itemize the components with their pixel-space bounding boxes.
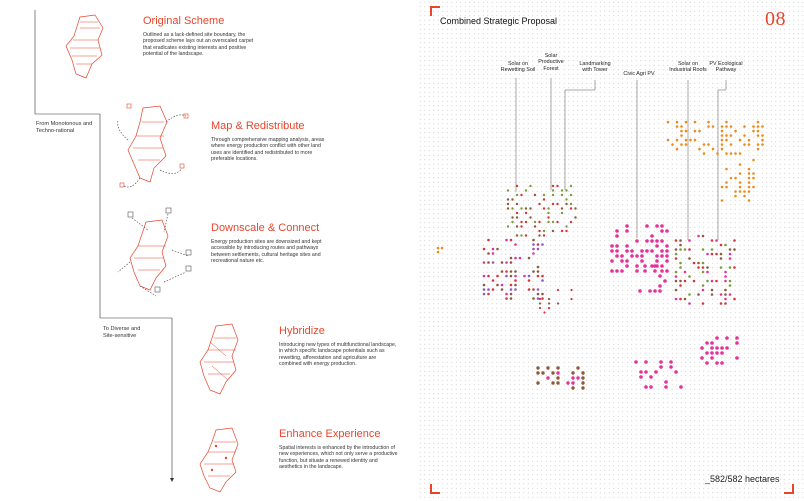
panel-number: 08 bbox=[765, 8, 786, 30]
step-desc-original-scheme: Outlined as a lack-defined site boundary, the proposed scheme lays out an overscaled carpet that eradicates existing interests and positive potential of the landscape. bbox=[143, 32, 254, 58]
callout-solar-rewetting: Solar on Rewetting Soil bbox=[500, 61, 536, 74]
cluster-forest-2 bbox=[539, 289, 573, 314]
side-label-monotonous: From Monotonous and Techno-rational bbox=[36, 121, 93, 134]
downscale-connect-map bbox=[118, 214, 188, 296]
cluster-pathway-2 bbox=[700, 336, 739, 365]
callout-civic-agri-pv: Civic Agri PV bbox=[623, 71, 655, 77]
callout-solar-forest: Solar Productive Forest bbox=[538, 53, 564, 72]
enhance-experience-map bbox=[200, 428, 238, 492]
step-title-hybridize: Hybridize bbox=[279, 325, 325, 337]
panel-title: Combined Strategic Proposal bbox=[440, 16, 558, 26]
step-desc-enhance-experience: Spatial interests is enhanced by the introduction of new experiences, which not only serve a productive function, but situate a renewed identity and aesthetics in the landscape. bbox=[279, 445, 398, 471]
map-redistribute-map bbox=[118, 106, 186, 187]
side-label-diverse: To Diverse and Site-sensitive bbox=[103, 326, 141, 339]
step-desc-hybridize: Introducing new types of multifunctional landscape, in which specific landscape potentials such as rewetting, afforestation and agriculture are combined with energy production. bbox=[279, 342, 397, 368]
cluster-industrial-2 bbox=[721, 159, 755, 202]
cluster-forest bbox=[507, 185, 577, 237]
hybridize-map bbox=[200, 324, 238, 394]
step-desc-map-redistribute: Through comprehensive mapping analysis, areas where energy production conflict with other land uses are identified and redistributed to more preferable locations. bbox=[211, 137, 325, 163]
step-title-enhance-experience: Enhance Experience bbox=[279, 428, 381, 440]
cluster-west bbox=[437, 247, 444, 254]
callout-landmarking-tower: Landmarking with Tower bbox=[579, 61, 611, 74]
step-desc-downscale-connect: Energy production sites are downsized and kept accessible by introducing routes and pathways between settlements, cultural heritage sites and recreational nature etc. bbox=[211, 239, 322, 265]
step-title-downscale-connect: Downscale & Connect bbox=[211, 222, 320, 234]
cluster-civic-2 bbox=[638, 264, 667, 293]
callout-industrial-roofs: Solar on Industrial Roofs bbox=[669, 61, 707, 74]
cluster-rewetting bbox=[483, 239, 544, 300]
cluster-pathway bbox=[675, 235, 736, 305]
cluster-industrial bbox=[667, 121, 764, 155]
step-title-map-redistribute: Map & Redistribute bbox=[211, 120, 305, 132]
cluster-civic bbox=[610, 224, 669, 273]
original-scheme-map bbox=[66, 15, 103, 78]
callout-pv-pathway: PV Ecological Pathway bbox=[709, 61, 743, 74]
step-title-original-scheme: Original Scheme bbox=[143, 15, 225, 27]
energy-sites-map bbox=[418, 0, 804, 501]
hectares-total: _582/582 hectares bbox=[705, 474, 780, 484]
cluster-south-2 bbox=[634, 360, 683, 389]
cluster-south bbox=[536, 366, 584, 389]
